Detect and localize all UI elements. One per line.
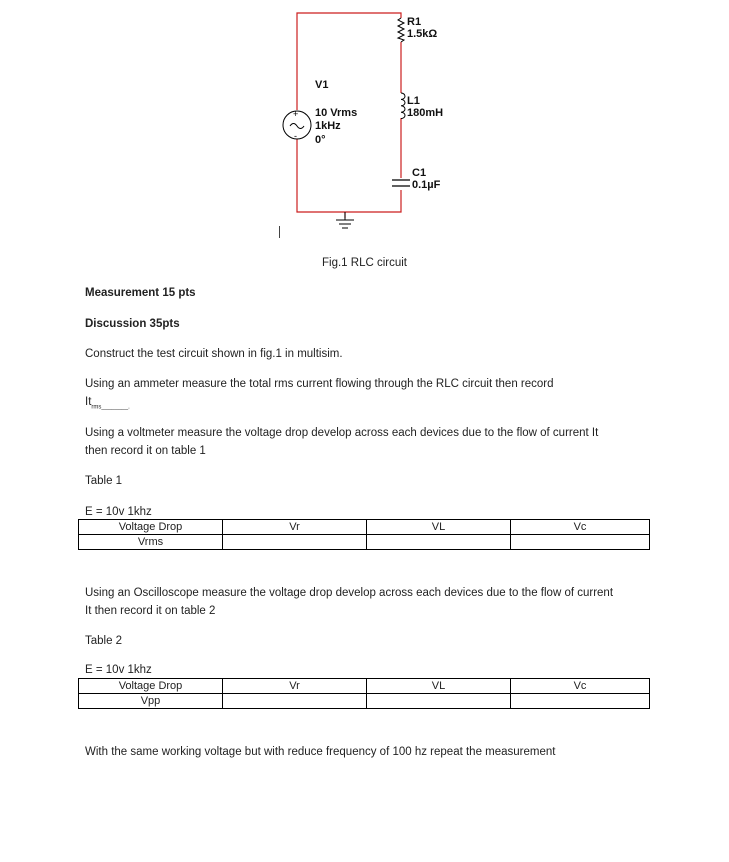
- instruction-oscilloscope-line1: Using an Oscilloscope measure the voltage drop develop across each devices due to the flow of current: [85, 587, 614, 599]
- v1-amplitude: 10 Vrms: [315, 107, 358, 119]
- svg-text:+: +: [293, 109, 299, 119]
- it-rms-subscript: rms: [91, 404, 102, 411]
- table2-header-vl: VL: [367, 679, 511, 694]
- table2-cell-vc[interactable]: [511, 694, 650, 709]
- it-rms-line: [85, 395, 130, 414]
- table1-header-row: [79, 520, 650, 535]
- figure-caption: Fig.1 RLC circuit: [322, 257, 407, 269]
- rlc-circuit-diagram: [0, 0, 729, 260]
- v1-frequency: 1kHz: [315, 120, 341, 132]
- table2-header-vr: Vr: [223, 679, 367, 694]
- table2-row-label: Vpp: [79, 694, 223, 709]
- discussion-points: Discussion 35pts: [85, 318, 180, 330]
- table2: [78, 678, 650, 709]
- text-cursor: [279, 226, 280, 238]
- instruction-voltmeter-line1: Using a voltmeter measure the voltage drop develop across each devices due to the flow of current It: [85, 427, 599, 439]
- instruction-construct: Construct the test circuit shown in fig.1 in multisim.: [85, 348, 343, 360]
- resistor-symbol: [398, 18, 404, 42]
- r1-name: R1: [407, 16, 422, 28]
- v1-name: V1: [315, 79, 329, 91]
- c1-name: C1: [412, 167, 427, 179]
- measurement-points: Measurement 15 pts: [85, 287, 196, 299]
- c1-value: 0.1µF: [412, 179, 441, 191]
- table2-cell-vr[interactable]: [223, 694, 367, 709]
- table2-source: E = 10v 1khz: [85, 664, 152, 676]
- it-rms-blank[interactable]: ________.: [101, 404, 130, 411]
- table1-header-vc: Vc: [511, 520, 650, 535]
- v1-phase: 0°: [315, 134, 326, 146]
- l1-name: L1: [407, 95, 420, 107]
- table1-source: E = 10v 1khz: [85, 506, 152, 518]
- table1-cell-vr[interactable]: [223, 535, 367, 550]
- table1-cell-vl[interactable]: [367, 535, 511, 550]
- table1-cell-vc[interactable]: [511, 535, 650, 550]
- table2-title: Table 2: [85, 635, 123, 647]
- inductor-symbol: [401, 93, 405, 119]
- ground-symbol: [336, 212, 354, 228]
- instruction-reduced-frequency: With the same working voltage but with reduce frequency of 100 hz repeat the measurement: [85, 746, 556, 758]
- r1-value: 1.5kΩ: [407, 28, 438, 40]
- svg-text:-: -: [294, 131, 297, 141]
- table2-cell-vl[interactable]: [367, 694, 511, 709]
- table1-header-voltage-drop: Voltage Drop: [79, 520, 223, 535]
- instruction-voltmeter-line2: then record it on table 1: [85, 445, 206, 457]
- instruction-oscilloscope-line2: It then record it on table 2: [85, 605, 216, 617]
- table2-header-voltage-drop: Voltage Drop: [79, 679, 223, 694]
- table1: [78, 519, 650, 550]
- instruction-ammeter: Using an ammeter measure the total rms current flowing through the RLC circuit then record: [85, 378, 554, 390]
- table1-title: Table 1: [85, 475, 123, 487]
- ac-source-symbol: [283, 109, 311, 141]
- table2-header-row: [79, 679, 650, 694]
- l1-value: 180mH: [407, 107, 444, 119]
- table1-header-vl: VL: [367, 520, 511, 535]
- table2-header-vc: Vc: [511, 679, 650, 694]
- capacitor-symbol: [392, 180, 410, 186]
- it-label: It: [85, 396, 92, 408]
- table1-row-label: Vrms: [79, 535, 223, 550]
- table1-header-vr: Vr: [223, 520, 367, 535]
- table2-row: [79, 694, 650, 709]
- table1-row: [79, 535, 650, 550]
